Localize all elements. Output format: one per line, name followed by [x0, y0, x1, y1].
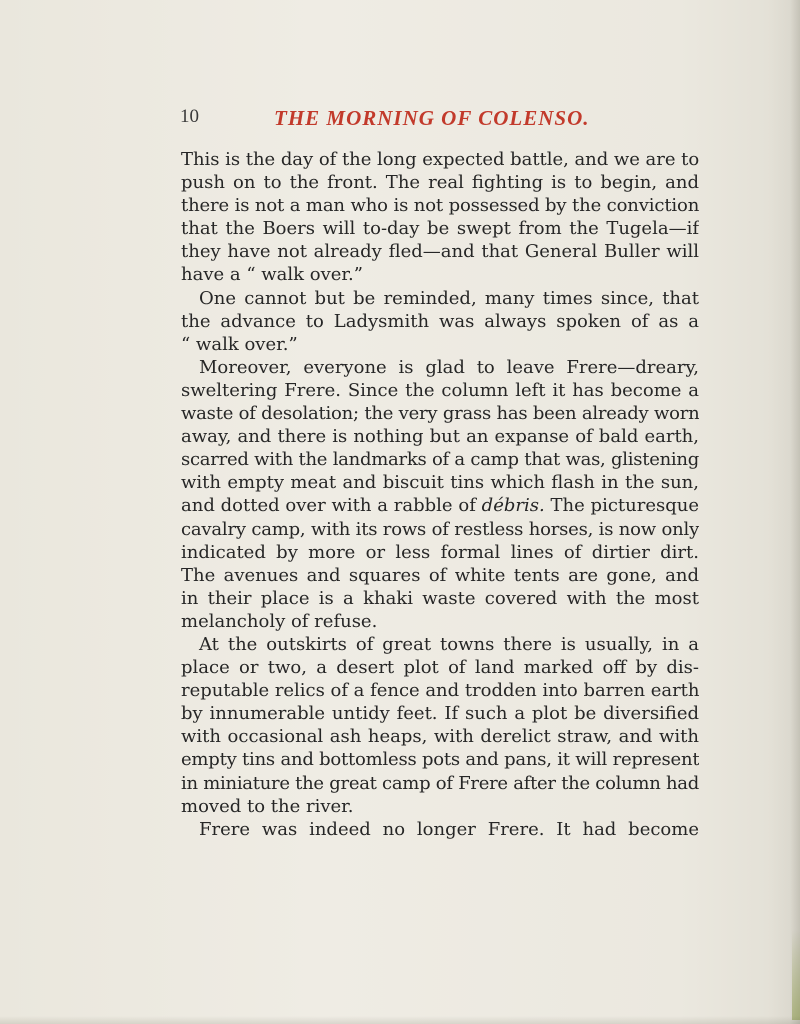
text-line: in their place is a khaki waste covered with the most — [181, 587, 699, 609]
page-edge-bottom — [0, 1016, 800, 1024]
text-line: “ walk over.” — [181, 333, 298, 355]
text-segment: Moreover, everyone is glad to leave Frere—dreary, — [199, 356, 699, 378]
running-head — [180, 106, 700, 134]
text-line: they have not already fled—and that General Buller will — [181, 241, 699, 263]
text-line: scarred with the landmarks of a camp that was, glistening — [181, 449, 699, 471]
text-line: The avenues and squares of white tents are gone, and — [181, 564, 699, 586]
text-line: have a “ walk over.” — [181, 264, 363, 286]
text-line: indicated by more or less formal lines of dirtier dirt. — [181, 541, 699, 563]
text-line: sweltering Frere. Since the column left it has become a — [181, 379, 699, 401]
text-line: melancholy of refuse. — [181, 610, 378, 632]
text-segment: and dotted over with a rabble of — [181, 495, 476, 517]
page-edge-tint — [792, 930, 800, 1020]
page-number: 10 — [180, 106, 199, 127]
text-line: by innumerable untidy feet. If such a plot be diversified — [181, 703, 699, 725]
body-text — [181, 148, 699, 841]
text-line: the advance to Ladysmith was always spoken of as a — [181, 310, 699, 332]
text-line: away, and there is nothing but an expanse of bald earth, — [181, 426, 699, 448]
text-line: place or two, a desert plot of land marked off by dis- — [181, 657, 699, 679]
text-line — [181, 494, 699, 517]
text-line: waste of desolation; the very grass has been already worn — [181, 403, 699, 425]
running-title: THE MORNING OF COLENSO. — [274, 106, 590, 130]
text-line: in miniature the great camp of Frere after the column had — [181, 772, 699, 794]
text-line — [181, 287, 699, 310]
text-segment: The picturesque — [550, 495, 699, 517]
italic-word: débris. — [481, 495, 545, 517]
text-segment: One cannot but be reminded, many times since, that — [199, 287, 699, 309]
text-line: that the Boers will to-day be swept from the Tugela—if — [181, 218, 699, 240]
text-line: empty tins and bottomless pots and pans, it will represent — [181, 749, 699, 771]
text-segment: At the outskirts of great towns there is usually, in a — [199, 633, 699, 655]
text-line: there is not a man who is not possessed by the conviction — [181, 195, 699, 217]
text-line: reputable relics of a fence and trodden into barren earth — [181, 680, 699, 702]
text-line — [181, 818, 699, 841]
text-segment: Frere was indeed no longer Frere. It had become — [199, 818, 699, 840]
text-line: with occasional ash heaps, with derelict straw, and with — [181, 726, 699, 748]
text-line: This is the day of the long expected battle, and we are to — [181, 149, 699, 170]
text-line: with empty meat and biscuit tins which flash in the sun, — [181, 472, 699, 494]
text-line — [181, 633, 699, 656]
text-line — [181, 356, 699, 379]
page-edge-right — [790, 0, 800, 1024]
text-line: moved to the river. — [181, 795, 354, 817]
text-line: cavalry camp, with its rows of restless horses, is now only — [181, 518, 699, 540]
text-line: push on to the front. The real fighting is to begin, and — [181, 172, 699, 194]
